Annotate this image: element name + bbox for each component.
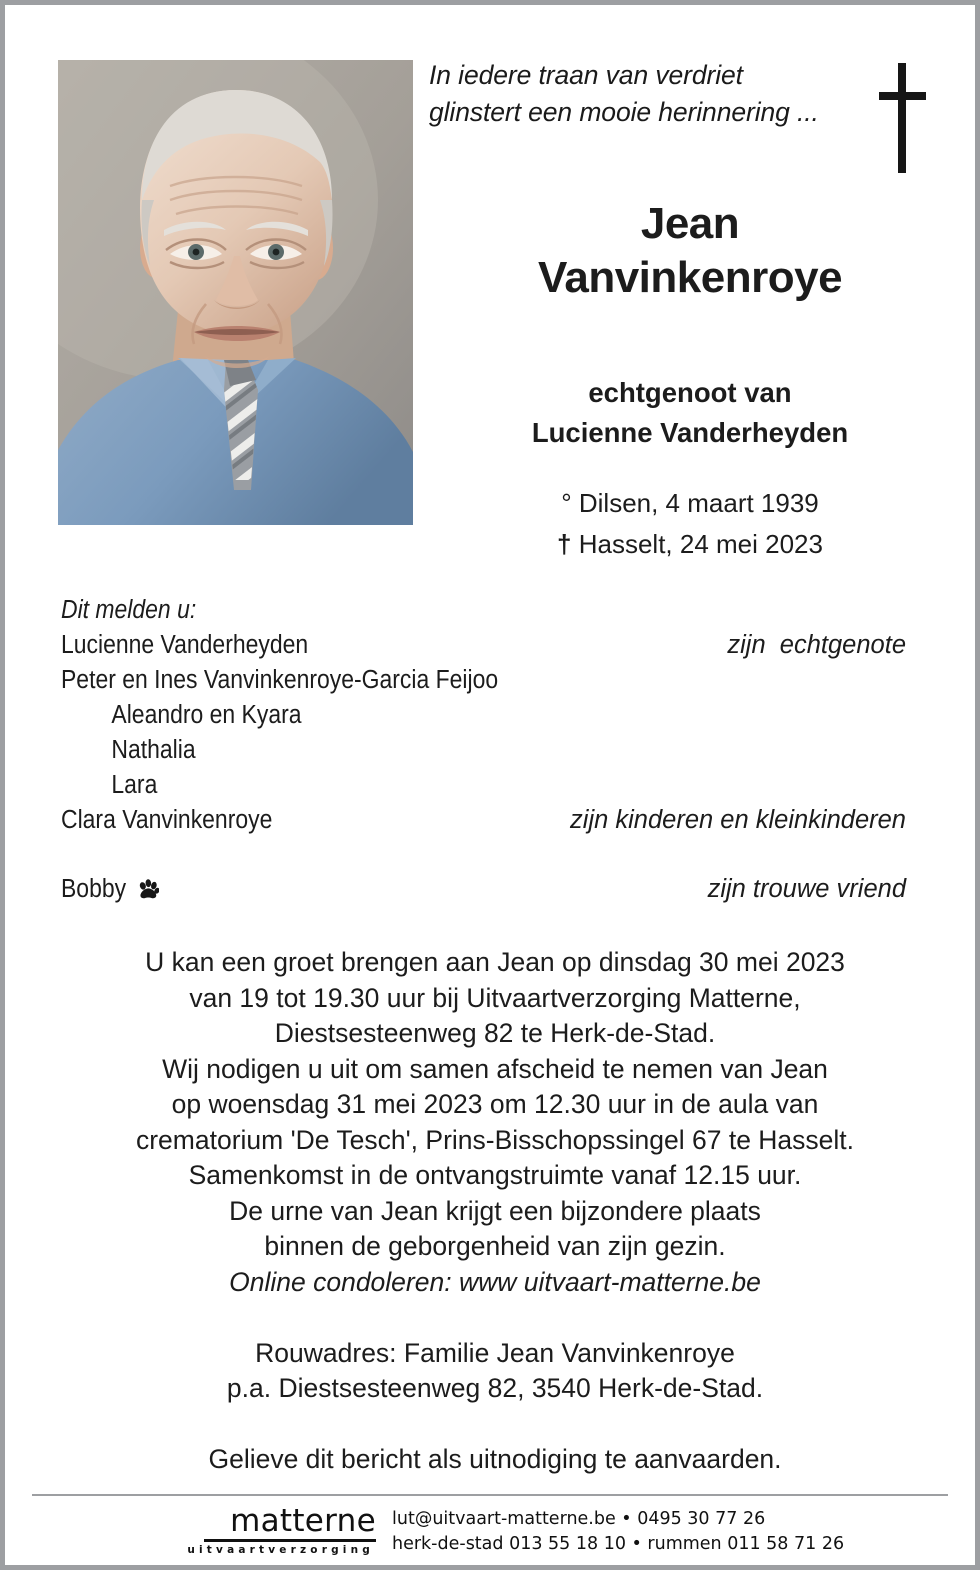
- spouse-relation: [425, 373, 955, 453]
- family-row: [61, 733, 906, 768]
- announcement-list: [61, 593, 906, 907]
- family-member-name: Aleandro en Kyara: [111, 701, 302, 729]
- death-place-date: Hasselt, 24 mei 2023: [578, 529, 823, 559]
- birth-symbol: °: [561, 488, 572, 518]
- detail-line: Samenkomst in de ontvangstruimte vanaf 12.15 uur.: [188, 1160, 802, 1190]
- family-member-name: Lucienne Vanderheyden: [61, 631, 309, 659]
- portrait-photo: [58, 60, 413, 525]
- service-details: [45, 945, 945, 1478]
- detail-line: crematorium 'De Tesch', Prins-Bisschopssingel 67 te Hasselt.: [135, 1124, 855, 1155]
- birth-date: [425, 483, 955, 524]
- matterne-logo: [32, 1501, 392, 1558]
- family-member-name: Peter en Ines Vanvinkenroye-Garcia Feijoo: [61, 666, 499, 694]
- pet-relation-label: zijn trouwe vriend: [707, 875, 906, 903]
- spouse-name: Lucienne Vanderheyden: [531, 417, 849, 448]
- paw-print-icon: [137, 878, 159, 900]
- family-row: [61, 768, 906, 803]
- mourning-address-line: Rouwadres: Familie Jean Vanvinkenroye: [255, 1337, 735, 1368]
- deceased-name: [425, 197, 955, 305]
- family-list-spacer: [61, 838, 906, 872]
- footer-contact: [392, 1501, 844, 1557]
- detail-spacer: [45, 1300, 945, 1336]
- family-row: [61, 628, 906, 663]
- first-name: Jean: [640, 199, 740, 248]
- last-name: Vanvinkenroye: [537, 253, 843, 302]
- detail-line: U kan een groet brengen aan Jean op dinsdag 30 mei 2023: [145, 947, 845, 977]
- detail-spacer: [45, 1407, 945, 1443]
- life-dates: [425, 483, 955, 565]
- detail-line: Wij nodigen u uit om samen afscheid te nemen van Jean: [162, 1053, 828, 1084]
- portrait-illustration: [58, 60, 413, 525]
- detail-line: van 19 tot 19.30 uur bij Uitvaartverzorging Matterne,: [189, 982, 801, 1013]
- family-member-name: Lara: [111, 771, 158, 799]
- detail-line: De urne van Jean krijgt een bijzondere plaats: [229, 1195, 761, 1226]
- death-date: [425, 524, 955, 565]
- contact-branches: herk-de-stad 013 55 18 10 • rummen 011 58 71 26: [392, 1534, 845, 1554]
- family-member-name: Nathalia: [111, 736, 196, 764]
- family-row: [61, 803, 906, 838]
- invitation-note: Gelieve dit bericht als uitnodiging te aanvaarden.: [208, 1444, 782, 1474]
- detail-line: Diestsesteenweg 82 te Herk-de-Stad.: [274, 1018, 716, 1048]
- mourning-address-line: p.a. Diestsesteenweg 82, 3540 Herk-de-Stad.: [226, 1373, 764, 1403]
- cross-horizontal-bar: [879, 92, 926, 100]
- detail-line: op woensdag 31 mei 2023 om 12.30 uur in de aula van: [171, 1089, 819, 1119]
- online-condolence-line: Online condoleren: www uitvaart-matterne.be: [229, 1266, 761, 1297]
- memorial-quote: In iedere traan van verdriet glinstert een mooie herinnering ...: [429, 60, 819, 127]
- death-symbol: †: [557, 529, 572, 559]
- detail-line: binnen de geborgenheid van zijn gezin.: [264, 1231, 726, 1261]
- birth-place-date: Dilsen, 4 maart 1939: [578, 488, 819, 518]
- announcement-intro: Dit melden u:: [61, 596, 197, 624]
- relation-label: echtgenoot van: [588, 377, 792, 408]
- logo-wordmark: matterne: [230, 1503, 376, 1539]
- memorial-card: [5, 5, 975, 1565]
- family-member-name: Clara Vanvinkenroye: [61, 806, 273, 834]
- announcement-intro-row: [61, 593, 906, 628]
- family-row: [61, 663, 906, 698]
- pet-row: [61, 872, 906, 907]
- family-relation-label: zijn echtgenote: [727, 631, 906, 659]
- contact-email-phone: lut@uitvaart-matterne.be • 0495 30 77 26: [392, 1509, 766, 1529]
- footer: [32, 1501, 948, 1565]
- cross-icon: [867, 63, 937, 173]
- family-row: [61, 698, 906, 733]
- cross-vertical-bar: [898, 63, 906, 173]
- family-relation-label: zijn kinderen en kleinkinderen: [570, 806, 906, 834]
- pet-name: Bobby: [61, 875, 127, 903]
- logo-tagline: uitvaartverzorging: [187, 1544, 374, 1556]
- footer-divider: [32, 1494, 948, 1496]
